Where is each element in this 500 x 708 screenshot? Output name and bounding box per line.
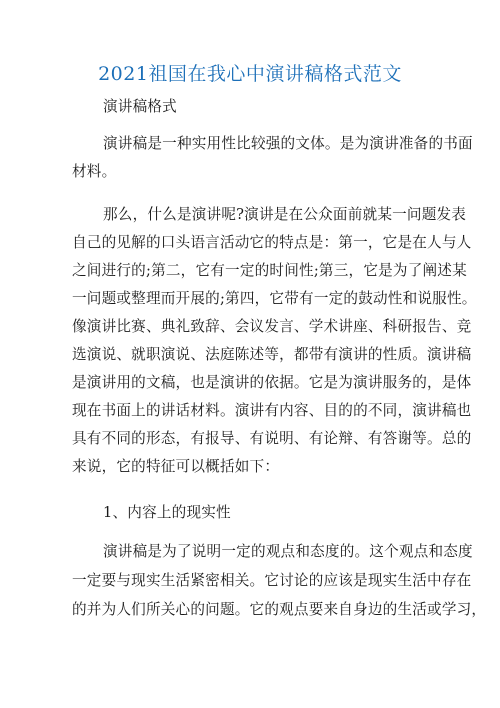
paragraph-line: 一问题或整理而开展的;第四，它带有一定的鼓动性和说服性。 [72, 290, 477, 307]
document-title: 2021祖国在我心中演讲稿格式范文 [98, 63, 402, 85]
paragraph-line: 像演讲比赛、典礼致辞、会议发言、学术讲座、科研报告、竞 [72, 318, 472, 335]
paragraph-line: 演讲稿是为了说明一定的观点和态度的。这个观点和态度 [103, 543, 473, 560]
paragraph-line: 自己的见解的口头语言活动它的特点是：第一，它是在人与人 [72, 234, 472, 251]
paragraph-line: 具有不同的形态，有报导、有说明、有论辩、有答谢等。总的 [72, 430, 472, 447]
paragraph-line: 选演说、就职演说、法庭陈述等，都带有演讲的性质。演讲稿 [72, 346, 472, 363]
paragraph-line: 演讲稿是一种实用性比较强的文体。是为演讲准备的书面 [103, 135, 473, 152]
section-heading: 1、内容上的现实性 [103, 504, 231, 521]
paragraph-line: 之间进行的;第二，它有一定的时间性;第三，它是为了阐述某 [72, 262, 467, 279]
paragraph-line: 材料。 [72, 163, 117, 180]
section-subtitle: 演讲稿格式 [103, 98, 177, 115]
paragraph-line: 的并为人们所关心的问题。它的观点要来自身边的生活或学习， [72, 601, 487, 618]
paragraph-line: 是演讲用的文稿，也是演讲的依据。它是为演讲服务的，是体 [72, 374, 472, 391]
paragraph-line: 那么，什么是演讲呢?演讲是在公众面前就某一问题发表 [103, 206, 467, 223]
paragraph-line: 一定要与现实生活紧密相关。它讨论的应该是现实生活中存在 [72, 572, 472, 589]
paragraph-line: 来说，它的特征可以概括如下： [72, 458, 280, 475]
paragraph-line: 现在书面上的讲话材料。演讲有内容、目的的不同，演讲稿也 [72, 402, 472, 419]
